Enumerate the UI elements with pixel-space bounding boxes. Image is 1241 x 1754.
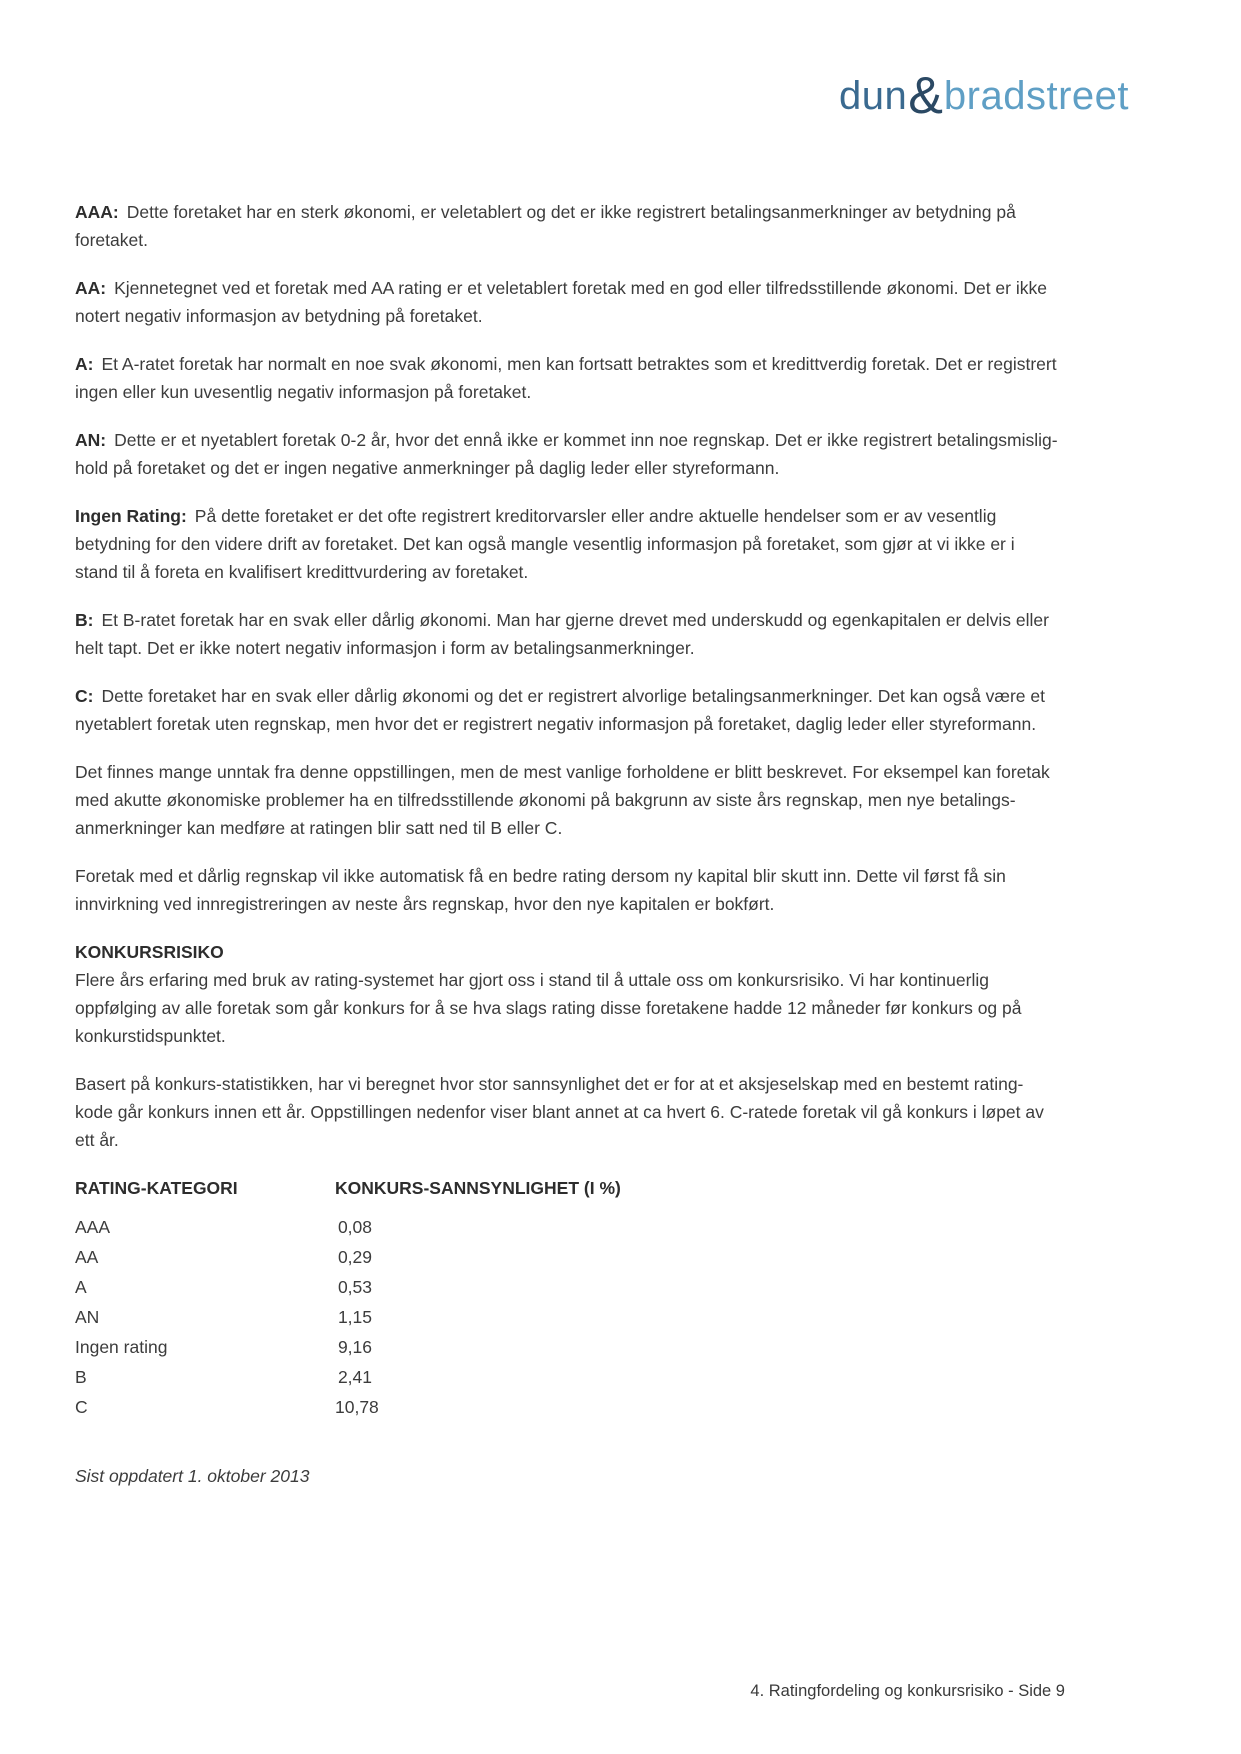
table-cell-category: C: [75, 1397, 88, 1417]
table-cell-value: 1,15: [337, 1307, 372, 1327]
table-cell-value: 0,29: [337, 1247, 372, 1267]
table-header-row: [75, 1174, 1060, 1202]
table-row: [75, 1362, 1060, 1392]
logo-word-dun: dun: [838, 74, 908, 118]
table-row: [75, 1212, 1060, 1242]
konkursrisiko-paragraph-2: Basert på konkurs-statistikken, har vi beregnet hvor stor sannsynlighet det er for at et aksjeselskap med en bestemt rating-kode går konkurs innen ett år. Oppstillingen nedenfor viser blant annet at ca hvert 6. C-ratede foretak vil gå konkurs i løpet av ett år.: [75, 1074, 1044, 1150]
table-cell-value: 9,16: [337, 1337, 372, 1357]
rating-paragraph-a: [75, 350, 1060, 406]
rating-text-ingen-rating: På dette foretaket er det ofte registrert kreditorvarsler eller andre aktuelle hendelser som er av vesentlig betydning for den videre drift av foretaket. Det kan også mangle vesentlig informasjon på foretaket, som gjør at vi ikke er i stand til å foreta en kvalifisert kredittvurdering av foretaket.: [75, 506, 1015, 582]
rating-paragraph-aa: [75, 274, 1060, 330]
rating-label-an: AN:: [75, 430, 107, 450]
rating-text-an: Dette er et nyetablert foretak 0-2 år, hvor det ennå ikke er kommet inn noe regnskap. Det er ikke registrert betalingsmislig- hold på foretaket og det er ingen negative anmerkninger på daglig leder eller styreformann.: [75, 430, 1058, 478]
table-row: [75, 1302, 1060, 1332]
paragraph-new-capital: Foretak med et dårlig regnskap vil ikke automatisk få en bedre rating dersom ny kapital blir skutt inn. Dette vil først få sin innvirkning ved innregistreringen av neste års regnskap, hvor den nye kapitalen er bokført.: [75, 866, 1006, 914]
rating-text-aa: Kjennetegnet ved et foretak med AA rating er et veletablert foretak med en god eller tilfredsstillende økonomi. Det er ikke notert negativ informasjon av betydning på foretaket.: [75, 278, 1047, 326]
konkursrisiko-heading: KONKURSRISIKO: [75, 942, 224, 962]
rating-paragraph-b: [75, 606, 1060, 662]
table-cell-category: AA: [75, 1247, 99, 1267]
table-cell-category: B: [75, 1367, 87, 1387]
table-header-konkurs-sannsynlighet: KONKURS-SANNSYNLIGHET (I %): [335, 1178, 621, 1198]
table-header-rating-kategori: RATING-KATEGORI: [75, 1178, 238, 1198]
rating-paragraph-ingen-rating: [75, 502, 1060, 586]
rating-text-a: Et A-ratet foretak har normalt en noe svak økonomi, men kan fortsatt betraktes som et kredittverdig foretak. Det er registrert ingen eller kun uvesentlig negativ informasjon på foretaket.: [75, 354, 1057, 402]
rating-paragraph-aaa: [75, 198, 1060, 254]
rating-paragraph-an: [75, 426, 1060, 482]
dun-bradstreet-logo: [838, 62, 1129, 125]
table-cell-category: A: [75, 1277, 87, 1297]
rating-text-b: Et B-ratet foretak har en svak eller dårlig økonomi. Man har gjerne drevet med underskudd og egenkapitalen er delvis eller helt tapt. Det er ikke notert negativ informasjon i form av betalingsanmerkninger.: [75, 610, 1049, 658]
rating-label-ingen-rating: Ingen Rating:: [75, 506, 187, 526]
logo-word-bradstreet: bradstreet: [943, 74, 1129, 118]
rating-label-c: C:: [75, 686, 94, 706]
table-cell-value: 0,53: [337, 1277, 372, 1297]
rating-label-a: A:: [75, 354, 94, 374]
table-cell-category: AAA: [75, 1217, 111, 1237]
table-row: [75, 1392, 1060, 1422]
rating-paragraph-c: [75, 682, 1060, 738]
last-updated-note: Sist oppdatert 1. oktober 2013: [75, 1466, 310, 1486]
rating-probability-table: [75, 1174, 1060, 1422]
rating-label-aa: AA:: [75, 278, 107, 298]
paragraph-exceptions: Det finnes mange unntak fra denne oppstillingen, men de mest vanlige forholdene er blitt beskrevet. For eksempel kan foretak med akutte økonomiske problemer ha en tilfredsstillende økonomi på bakgrunn av siste års regnskap, men nye betalings- anmerkninger kan medføre at ratingen blir satt ned til B eller C.: [75, 762, 1050, 838]
document-content: [75, 198, 1060, 1508]
konkursrisiko-paragraph-1: Flere års erfaring med bruk av rating-systemet har gjort oss i stand til å uttale oss om konkursrisiko. Vi har kontinuerlig oppfølging av alle foretak som går konkurs for å se hva slags rating disse foretakene hadde 12 måneder før konkurs og på konkurstidspunktet.: [75, 970, 1022, 1046]
table-row: [75, 1332, 1060, 1362]
table-cell-value: 10,78: [335, 1397, 379, 1417]
rating-label-aaa: AAA:: [75, 202, 119, 222]
page-footer: 4. Ratingfordeling og konkursrisiko - Side 9: [750, 1682, 1065, 1700]
table-row: [75, 1272, 1060, 1302]
rating-text-c: Dette foretaket har en svak eller dårlig økonomi og det er registrert alvorlige betalingsanmerkninger. Det kan også være et nyetablert foretak uten regnskap, men hvor det er registrert negativ informasjon på foretaket, daglig leder eller styreformann.: [75, 686, 1045, 734]
table-row: [75, 1242, 1060, 1272]
logo-ampersand-icon: &: [908, 67, 943, 125]
table-cell-category: Ingen rating: [75, 1337, 168, 1357]
table-cell-value: 2,41: [337, 1367, 372, 1387]
table-cell-category: AN: [75, 1307, 100, 1327]
rating-text-aaa: Dette foretaket har en sterk økonomi, er veletablert og det er ikke registrert betalingsanmerkninger av betydning på foretaket.: [75, 202, 1016, 250]
table-cell-value: 0,08: [337, 1217, 372, 1237]
rating-label-b: B:: [75, 610, 94, 630]
